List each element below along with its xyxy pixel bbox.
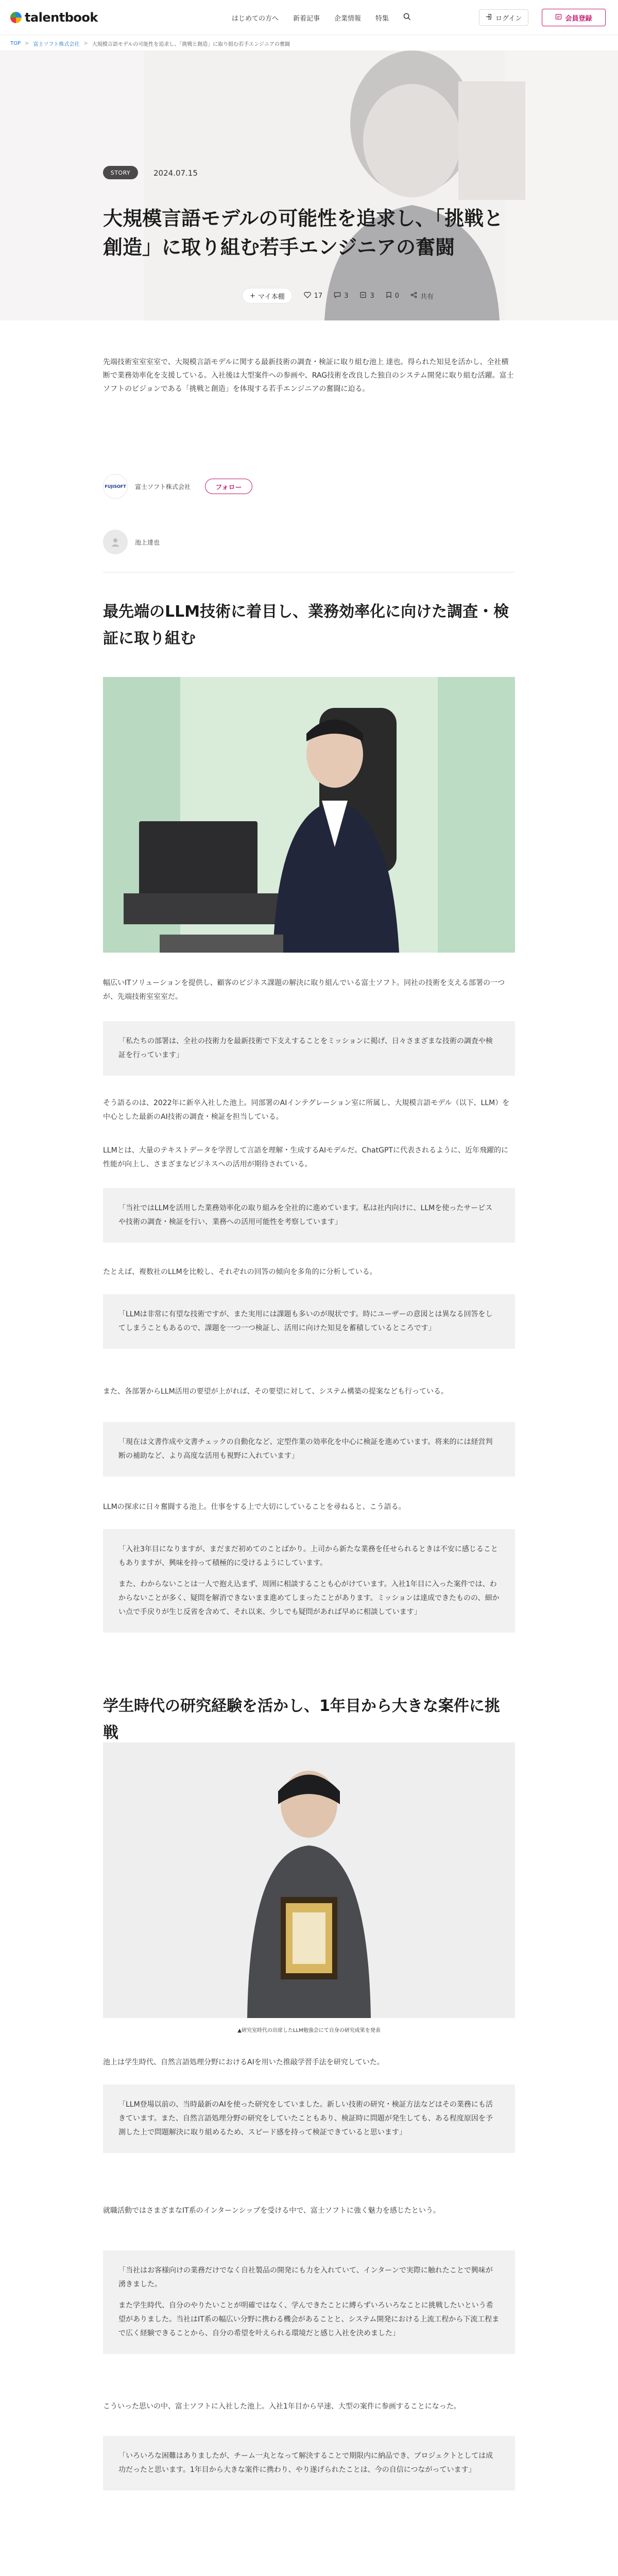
logo-text: talentbook [25, 10, 98, 25]
reaction-icon [359, 292, 367, 300]
article-photo-2 [103, 1742, 515, 2018]
company-logo-text: FUJISOFT [105, 484, 126, 489]
follow-button[interactable]: フォロー [205, 479, 252, 494]
quote-text: 「LLM登場以前の、当時最新のAIを使った研究をしていました。新しい技術の研究・検証方法などはその業務にも活きています。また、自然言語処理分野の研究をしていたこともあり、検証時に問題が発生しても、ある程度原因を予測した上で問題解決に取り組めるため、スピード感を持って検証できていると思います」 [118, 2100, 493, 2137]
author-block [103, 530, 160, 554]
breadcrumb-separator-icon: > [83, 40, 88, 46]
reaction-count: 3 [370, 292, 374, 300]
share-button[interactable] [410, 291, 434, 301]
nav-item-about[interactable]: はじめての方へ [232, 14, 279, 23]
paragraph: 就職活動ではさまざまなIT系のインターンシップを受ける中で、富士ソフトに強く魅力を感じたという。 [103, 2207, 440, 2215]
share-icon [410, 292, 417, 300]
bookmark-count: 0 [394, 292, 400, 300]
article-lead: 先端技術室室室室で、大規模言語モデルに関する最新技術の調査・検証に取り組む池上 達也。得られた知見を活かし、全社横断で業務効率化を支援している。入社後は大型案件への参画や、RAG技術を改良した独自のシステム開発に取り組む活躍。富士ソフトのビジョンである「挑戦と創造」を体現する若手エンジニアの奮闘に迫る。 [103, 358, 514, 393]
like-button[interactable] [304, 292, 323, 300]
quote-block [103, 2250, 515, 2354]
quote-text: また学生時代、自分のやりたいことが明確ではなく、学んできたことに縛らずいろいろなことに挑戦したいという希望がありました。当社はIT系の幅広い分野に携わる機会があることと、システム開発における上流工程から下流工程まで広く経験できることから、自分の希望を叶えられる環境だと感じ入社を決めました」 [118, 2301, 500, 2337]
quote-text: 「入社3年目になりますが、まだまだ初めてのことばかり。上司から新たな業務を任せられるときは不安に感じることもありますが、興味を持って積極的に受けるようにしています。 [118, 1545, 498, 1567]
nav-item-features[interactable]: 特集 [375, 14, 389, 23]
nav-item-new-articles[interactable]: 新着記事 [293, 14, 320, 23]
paragraph: LLMの探求に日々奮闘する池上。仕事をする上で大切にしていることを尋ねると、こう語る。 [103, 1503, 406, 1511]
comment-button[interactable] [334, 292, 348, 300]
breadcrumb-separator-icon: > [25, 40, 29, 46]
main-nav [232, 0, 411, 35]
article-meta-row [242, 287, 434, 304]
paragraph: そう語るのは、2022年に新卒入社した池上。同部署のAIインテグレーション室に所属し、大規模言語モデル（以下、LLM）を中心とした最新のAI技術の調査・検証を担当している。 [103, 1099, 510, 1121]
quote-text: 「当社はお客様向けの業務だけでなく自社製品の開発にも力を入れていて、インターンで実際に触れたことで興味が湧きました。 [118, 2266, 493, 2289]
quote-block [103, 1422, 515, 1477]
story-tag: STORY [103, 166, 138, 179]
bookmark-button[interactable] [386, 292, 399, 300]
logo-mark-icon [10, 12, 22, 23]
section-heading-1: 最先端のLLM技術に着目し、業務効率化に向けた調査・検証に取り組む [103, 603, 509, 648]
quote-text: 「LLMは非常に有望な技術ですが、また実用には課題も多いのが現状です。時にユーザーの意図とは異なる回答をしてしまうこともあるので、課題を一つ一つ検証し、活用に向けた知見を蓄積しているところです」 [118, 1310, 493, 1332]
breadcrumb [10, 37, 290, 49]
quote-block [103, 1529, 515, 1633]
quote-block [103, 1021, 515, 1076]
paragraph: LLMとは、大量のテキストデータを学習して言語を理解・生成するAIモデルだ。ChatGPTに代表されるように、近年飛躍的に性能が向上し、さまざまなビジネスへの活用が期待されている。 [103, 1146, 508, 1168]
paragraph: たとえば、複数社のLLMを比較し、それぞれの回答の傾向を多角的に分析している。 [103, 1268, 377, 1276]
quote-block [103, 2436, 515, 2490]
author-name: 池上達也 [135, 538, 160, 546]
heart-icon [304, 292, 311, 300]
quote-text: 「現在は文書作成や文書チェックの自動化など、定型作業の効率化を中心に検証を進めています。将来的には経営判断の補助など、より高度な活用も視野に入れています」 [118, 1438, 493, 1460]
company-logo[interactable] [103, 474, 128, 499]
bookshelf-label: マイ本棚 [258, 293, 285, 301]
login-label: ログイン [495, 14, 522, 23]
quote-text: 「私たちの部署は、全社の技術力を最新技術で下支えすることをミッションに掲げ、日々さまざまな技術の調査や検証を行っています」 [118, 1037, 493, 1059]
search-icon[interactable] [403, 13, 411, 23]
register-label: 会員登録 [565, 14, 592, 23]
article-title: 大規模言語モデルの可能性を追求し、「挑戦と創造」に取り組む若手エンジニアの奮闘 [103, 207, 504, 259]
quote-text: また、わからないことは一人で抱え込まず、周囲に相談することも心がけています。入社1年目に入った案件では、わからないことが多く、疑問を解消できないまま進めてしまったことがあります。ミッションは達成できたものの、細かい点で手戻りが生じ反省を含めて、それ以来、少しでも疑問があれば早めに相談しています」 [118, 1580, 500, 1616]
like-count: 17 [314, 292, 323, 300]
company-block [103, 474, 252, 499]
site-logo[interactable] [10, 10, 98, 25]
paragraph: 池上は学生時代、自然言語処理分野におけるAIを用いた推敲学習手法を研究していた。 [103, 2058, 384, 2066]
share-label: 共有 [420, 293, 434, 301]
paragraph: 幅広いITソリューションを提供し、顧客のビジネス課題の解決に取り組んでいる富士ソフト。同社の技術を支える部署の一つが、先端技術室室室だ。 [103, 979, 505, 1001]
quote-text: 「いろいろな困難はありましたが、チーム一丸となって解決することで期限内に納品でき、プロジェクトとしては成功だったと思います。1年目から大きな案件に携わり、やり遂げられたことは、今の自信につながっています」 [118, 2452, 493, 2474]
company-name[interactable]: 富士ソフト株式会社 [135, 483, 191, 490]
breadcrumb-company[interactable]: 富士ソフト株式会社 [33, 41, 80, 47]
comment-icon [334, 292, 341, 300]
nav-item-companies[interactable]: 企業情報 [334, 14, 362, 23]
login-icon [486, 13, 492, 22]
publish-date: 2024.07.15 [153, 168, 198, 178]
site-header [0, 0, 618, 35]
article-photo-1 [103, 677, 515, 953]
comment-count: 3 [344, 292, 349, 300]
reaction-button[interactable] [359, 292, 374, 300]
breadcrumb-top[interactable]: TOP [10, 40, 21, 46]
hero-section [0, 50, 618, 320]
author-avatar-icon [103, 530, 128, 554]
hero-overlay [0, 50, 618, 320]
bookmark-icon [386, 292, 392, 300]
quote-text: 「当社ではLLMを活用した業務効率化の取り組みを全社的に進めています。私は社内向けに、LLMを使ったサービスや技術の調査・検証を行い、業務への活用可能性を考察しています」 [118, 1204, 493, 1226]
quote-block [103, 1188, 515, 1243]
paragraph: また、各部署からLLM活用の要望が上がれば、その要望に対して、システム構築の提案なども行っている。 [103, 1387, 448, 1396]
section-heading-2: 学生時代の研究経験を活かし、1年目から大きな案件に挑戦 [103, 1697, 500, 1742]
login-button[interactable] [479, 9, 528, 26]
register-icon [555, 13, 562, 22]
breadcrumb-current: 大規模言語モデルの可能性を追求し、「挑戦と創造」に取り組む若手エンジニアの奮闘 [92, 41, 290, 47]
register-button[interactable] [542, 9, 606, 26]
quote-block [103, 2084, 515, 2153]
quote-block [103, 1294, 515, 1349]
bookshelf-plus-icon: + [250, 292, 255, 300]
photo-caption: ▲研究室時代の出席したLLM勉強会にて自身の研究成果を発表 [237, 2028, 381, 2033]
paragraph: こういった思いの中、富士ソフトに入社した池上。入社1年目から早速、大型の案件に参画することになった。 [103, 2402, 461, 2411]
bookshelf-button[interactable] [242, 288, 293, 303]
